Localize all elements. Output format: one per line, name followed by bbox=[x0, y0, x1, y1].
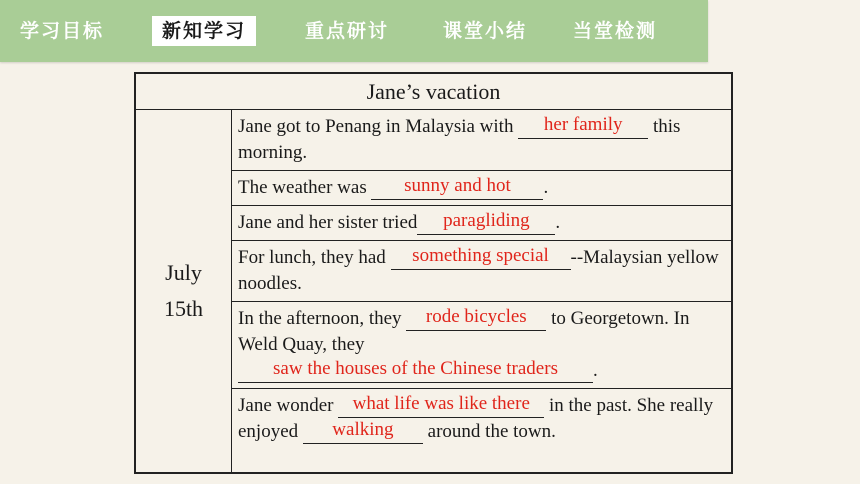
answer-text: rode bicycles bbox=[425, 306, 527, 327]
answer-blank[interactable] bbox=[518, 116, 648, 139]
tab-learning-goals[interactable]: 学习目标 bbox=[20, 20, 105, 42]
date-day: 15th bbox=[163, 296, 204, 321]
table-title: Jane’s vacation bbox=[135, 73, 732, 110]
answer-text: what life was like there bbox=[352, 393, 530, 414]
answer-text: paragliding bbox=[443, 210, 530, 231]
answer-text: walking bbox=[332, 419, 394, 440]
answer-blank[interactable] bbox=[371, 177, 543, 200]
table-row: Jane and her sister tried paragliding . bbox=[232, 206, 733, 241]
answer-blank[interactable] bbox=[338, 395, 544, 418]
tab-class-summary[interactable]: 课堂小结 bbox=[443, 20, 528, 42]
date-month: July bbox=[165, 260, 202, 285]
answer-blank[interactable] bbox=[391, 247, 571, 270]
top-navigation-bar bbox=[0, 0, 708, 62]
table-row: In the afternoon, they rode bicycles to Georgetown. In Weld Quay, they saw the houses of the Chinese traders . bbox=[232, 302, 733, 389]
answer-text: her family bbox=[543, 114, 623, 135]
table-row: For lunch, they had something special --Malaysian yellow noodles. bbox=[232, 241, 733, 302]
tab-class-test[interactable]: 当堂检测 bbox=[573, 20, 658, 42]
answer-text: sunny and hot bbox=[404, 175, 511, 196]
tab-key-discussion[interactable]: 重点研讨 bbox=[305, 20, 390, 42]
answer-blank[interactable] bbox=[303, 421, 423, 444]
answer-text: something special bbox=[412, 245, 549, 266]
answer-blank[interactable] bbox=[238, 360, 593, 383]
vacation-table bbox=[134, 72, 733, 474]
answer-text: saw the houses of the Chinese traders bbox=[273, 358, 558, 379]
table-row: Jane wonder what life was like there in the past. She really enjoyed walking around the town. bbox=[232, 389, 733, 474]
tab-new-knowledge[interactable]: 新知学习 bbox=[152, 16, 256, 46]
table-row: The weather was sunny and hot . bbox=[232, 171, 733, 206]
date-cell bbox=[135, 110, 232, 474]
table-row: Jane got to Penang in Malaysia with her family this morning. bbox=[232, 110, 733, 171]
answer-blank[interactable] bbox=[417, 212, 555, 235]
answer-blank[interactable] bbox=[406, 308, 546, 331]
